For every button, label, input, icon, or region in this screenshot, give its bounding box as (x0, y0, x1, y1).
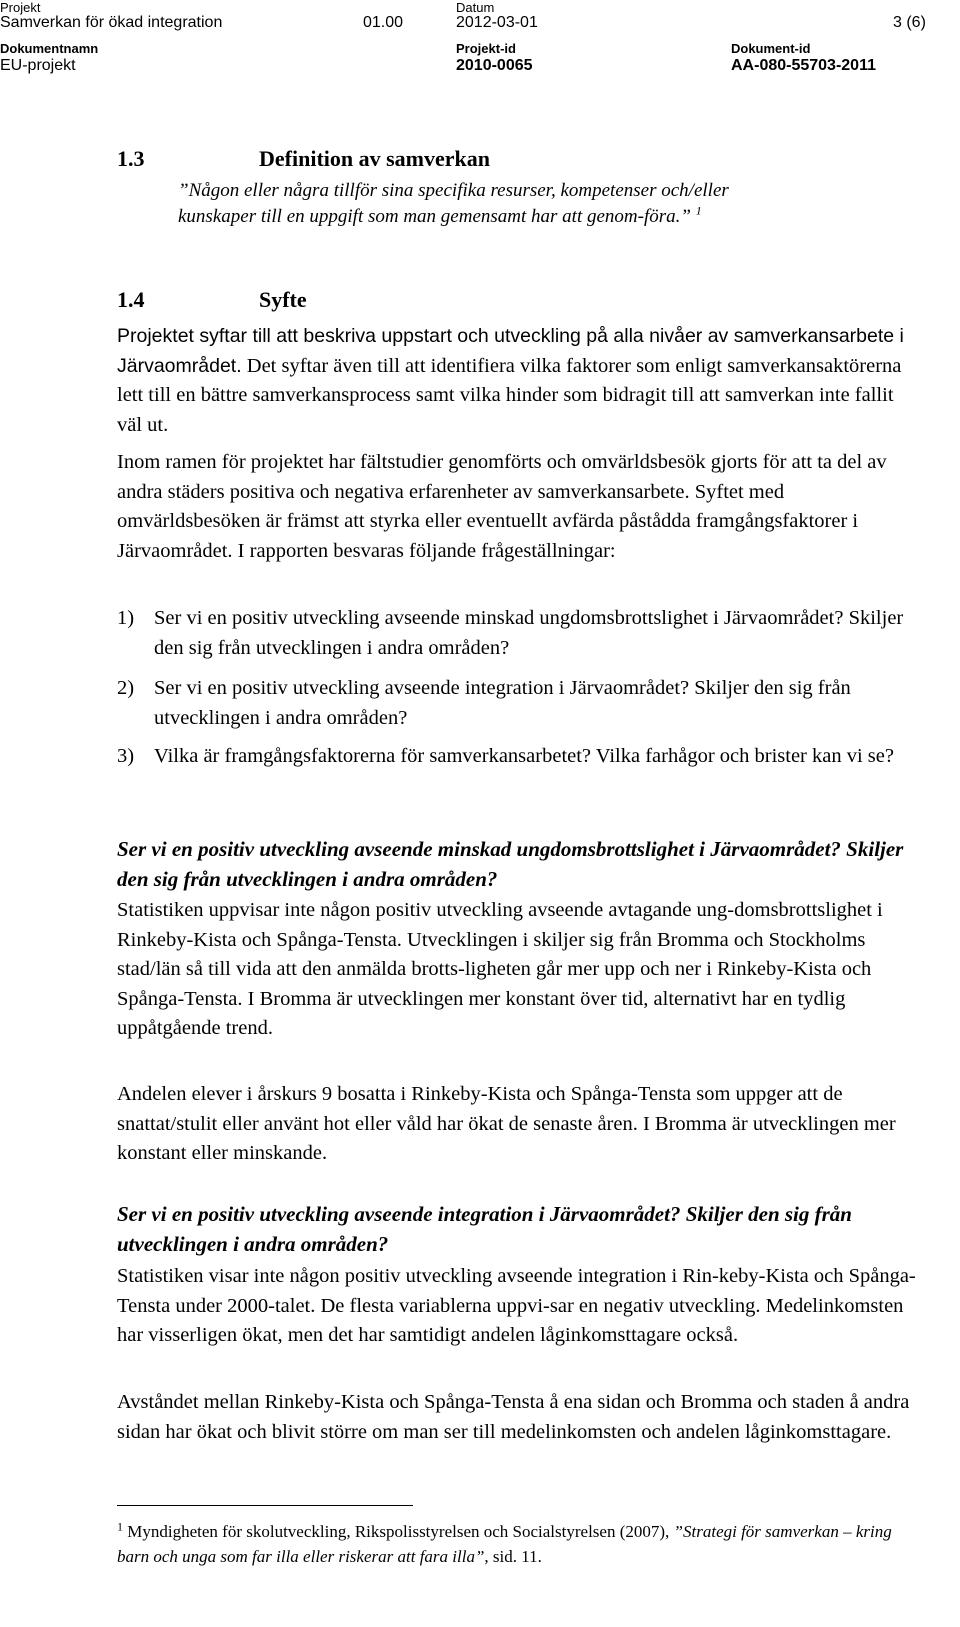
list-number: 1) (117, 607, 135, 629)
page-number: 3 (6) (893, 14, 926, 31)
list-text: Vilka är framgångsfaktorerna för samverkansarbetet? Vilka farhågor och brister kan vi se? (154, 745, 894, 767)
footnote-title: ”Strategi för samverkan – kring barn och unga som far illa eller riskerar att fara illa” (117, 1522, 892, 1566)
q2-paragraph-2: Avståndet mellan Rinkeby-Kista och Spånga-Tensta å ena sidan och Bromma och staden å andra sidan har ökat och blivit större om man ser till medelinkomsten och andelen låginkomsttagare. (117, 1391, 910, 1443)
syfte-text-b: Det syftar även till att identifiera vilka faktorer som enligt samverkansaktörerna lett till en bättre samverkansprocess samt vilka hinder som bidragit till att samverkan inte fallit väl ut. (117, 354, 902, 436)
dokumentid-value: AA-080-55703-2011 (731, 57, 876, 74)
q1-paragraph-1: Statistiken uppvisar inte någon positiv utveckling avseende avtagande ung-domsbrottslighet i Rinkeby-Kista och Spånga-Tensta. Utvecklingen i skiljer sig från Bromma och Stockholms stad/län så till vida att den anmälda brotts-ligheten går mer upp och ner i Rinkeby-Kista och Spånga-Tensta. I Bromma är utvecklingen mer konstant över tid, alternativt har en tydlig uppåtgående trend. (117, 899, 883, 1039)
syfte-text-a: Projektet syftar till att beskriva uppstart och utveckling på alla nivåer av samverkansarbete i Järvaområdet. (117, 325, 904, 377)
dokumentid-label: Dokument-id (731, 41, 811, 56)
quote-text: ”Någon eller några tillför sina specifika resurser, kompetenser och/eller kunskaper till en uppgift som man gemensamt har att genom-föra.” (178, 180, 729, 227)
q1-heading: Ser vi en positiv utveckling avseende minskad ungdomsbrottslighet i Järvaområdet? Skiljer den sig från utvecklingen i andra områden? (117, 837, 904, 891)
list-text: Ser vi en positiv utveckling avseende minskad ungdomsbrottslighet i Järvaområdet? Skiljer den sig från utvecklingen i andra områden? (154, 607, 904, 659)
footnote-number: 1 (117, 1519, 123, 1534)
datum-label: Datum (456, 0, 495, 15)
projekt-label: Projekt (0, 0, 41, 15)
footnote-ref: 1 (695, 203, 702, 218)
q2-paragraph-1: Statistiken visar inte någon positiv utveckling avseende integration i Rin-keby-Kista och Spånga-Tensta under 2000-talet. De flesta variablerna uppvi-sar en negativ utveckling. Medelinkomsten har visserligen ökat, men det har samtidigt andelen låginkomsttagare också. (117, 1265, 916, 1346)
syfte-paragraph (117, 322, 917, 440)
projektid-value: 2010-0065 (456, 57, 533, 74)
footnote (117, 1519, 917, 1569)
dokumentnamn-label: Dokumentnamn (0, 41, 99, 56)
section-number: 1.3 (117, 146, 145, 171)
footnote-text: Myndigheten för skolutveckling, Rikspolisstyrelsen och Socialstyrelsen (2007), (127, 1522, 674, 1541)
method-paragraph: Inom ramen för projektet har fältstudier genomförts och omvärldsbesök gjorts för att ta del av andra städers positiva och negativa erfarenheter av samverkansarbete. Syftet med omvärldsbesöken är främst att styrka eller eventuellt avfärda påstådda framgångsfaktorer i Järvaområdet. I rapporten besvaras följande frågeställningar: (117, 451, 887, 562)
list-number: 3) (117, 745, 135, 767)
section-1-4-heading (117, 287, 307, 313)
question-list-item (117, 674, 917, 734)
footnote-tail: , sid. 11. (484, 1547, 542, 1566)
list-text: Ser vi en positiv utveckling avseende integration i Järvaområdet? Skiljer den sig från utvecklingen i andra områden? (154, 677, 851, 729)
section-title: Definition av samverkan (259, 146, 490, 171)
dokumentnamn-value: EU-projekt (0, 57, 76, 74)
q1-paragraph-2: Andelen elever i årskurs 9 bosatta i Rinkeby-Kista och Spånga-Tensta som uppger att de snattat/stulit eller använt hot eller våld har ökat de senaste åren. I Bromma är utvecklingen mer konstant eller minskande. (117, 1083, 896, 1164)
section-number: 1.4 (117, 287, 145, 312)
datum-value: 2012-03-01 (456, 14, 538, 31)
projekt-value: Samverkan för ökad integration (0, 14, 223, 31)
projektid-label: Projekt-id (456, 41, 516, 56)
question-list-item (117, 742, 917, 802)
q2-heading: Ser vi en positiv utveckling avseende integration i Järvaområdet? Skiljer den sig från utvecklingen i andra områden? (117, 1202, 852, 1256)
section-1-3-heading (117, 146, 490, 172)
section-title: Syfte (259, 287, 307, 312)
definition-quote (178, 178, 738, 230)
footnote-divider (117, 1505, 413, 1506)
version-value: 01.00 (363, 14, 404, 31)
list-number: 2) (117, 677, 135, 699)
question-list-item (117, 604, 917, 664)
document-header (0, 0, 960, 80)
